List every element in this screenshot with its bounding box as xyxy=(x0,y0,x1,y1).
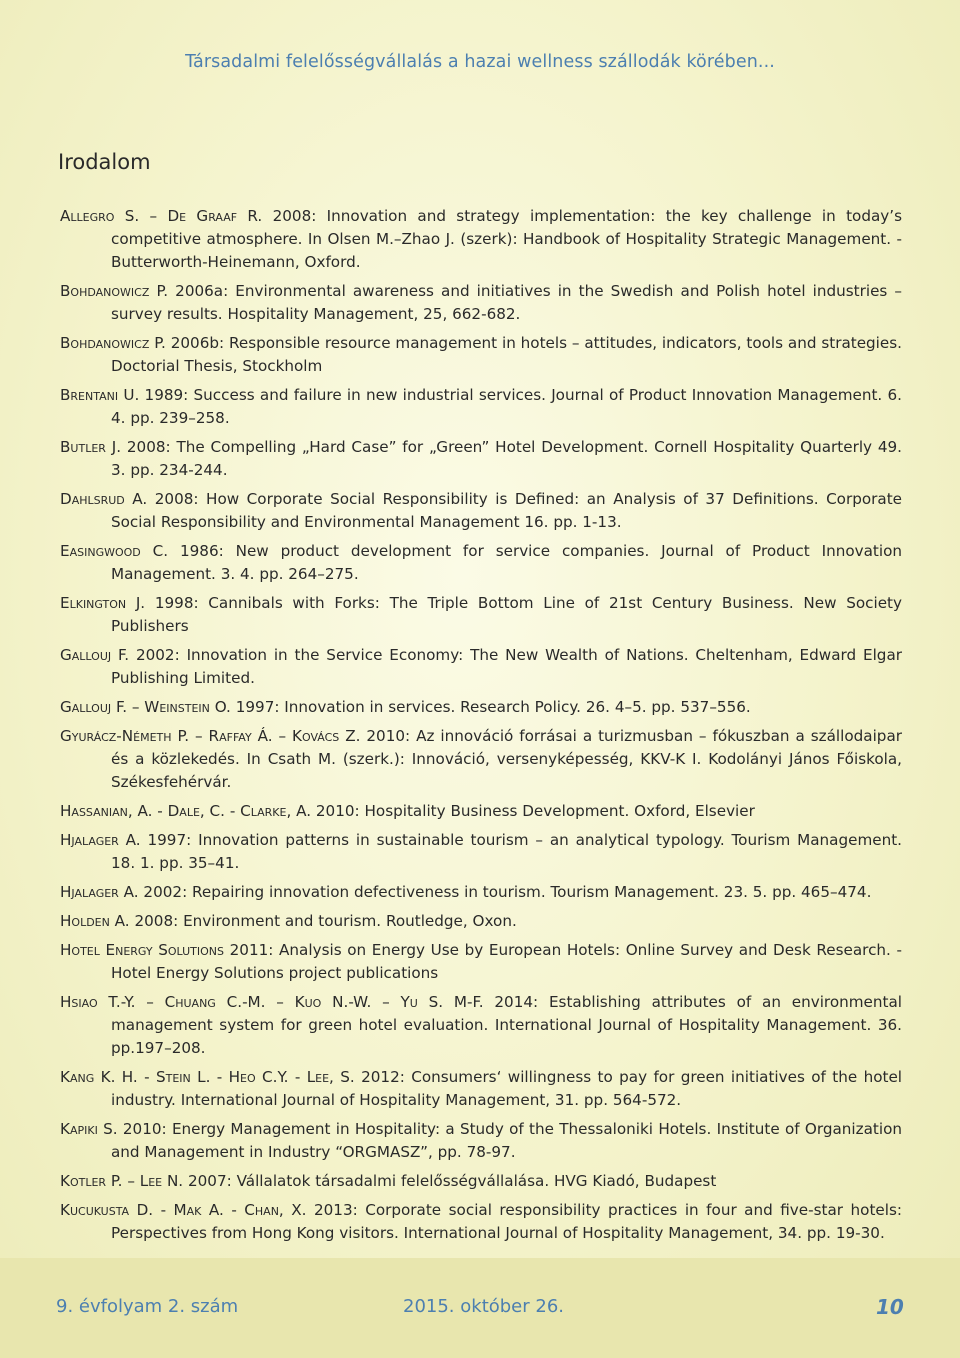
reference-author: Kapiki S. xyxy=(60,1120,118,1138)
reference-item xyxy=(60,1118,902,1164)
reference-author: Holden A. xyxy=(60,912,130,930)
reference-text: 2008: Innovation and strategy implementation: the key challenge in today’s competitive atmosphere. In Olsen M.–Zhao J. (szerk): Handbook of Hospitality Strategic Management. - Butterworth-Heinemann, Oxford. xyxy=(111,207,902,271)
reference-list xyxy=(60,205,902,1251)
reference-item xyxy=(60,540,902,586)
reference-text: 1989: Success and failure in new industrial services. Journal of Product Innovation Management. 6. 4. pp. 239–258. xyxy=(111,386,902,427)
reference-item xyxy=(60,644,902,690)
reference-author: Dahlsrud A. xyxy=(60,490,148,508)
reference-item xyxy=(60,488,902,534)
reference-author: Hjalager A. xyxy=(60,883,139,901)
reference-item xyxy=(60,1199,902,1245)
running-header: Társadalmi felelősségvállalás a hazai wellness szállodák körében... xyxy=(185,52,775,72)
reference-text: 2002: Innovation in the Service Economy: The New Wealth of Nations. Cheltenham, Edward Elgar Publishing Limited. xyxy=(111,646,902,687)
reference-author: Hotel Energy Solutions xyxy=(60,941,225,959)
reference-text: 2010: Energy Management in Hospitality: a Study of the Thessaloniki Hotels. Institute of Organization and Management in Industry “ORGMASZ”, pp. 78-97. xyxy=(111,1120,902,1161)
reference-author: Kang K. H. - Stein L. - Heo C.Y. - Lee, S. xyxy=(60,1068,355,1086)
issue-label: 9. évfolyam 2. szám xyxy=(56,1296,239,1317)
reference-text: 2010: Az innováció forrásai a turizmusban – fókuszban a szállodaipar és a közlekedés. In Csath M. (szerk.): Innováció, versenyképesség, KKV-K I. Kodolányi János Főiskola, Székesfehérvár. xyxy=(111,727,902,791)
reference-text: 2010: Hospitality Business Development. Oxford, Elsevier xyxy=(311,802,755,820)
reference-author: Gallouj F. – Weinstein O. xyxy=(60,698,231,716)
reference-text: 2006a: Environmental awareness and initiatives in the Swedish and Polish hotel industries – survey results. Hospitality Management, 25, 662-682. xyxy=(111,282,902,323)
reference-item xyxy=(60,592,902,638)
reference-author: Allegro S. – De Graaf R. xyxy=(60,207,263,225)
reference-item xyxy=(60,384,902,430)
reference-text: 1998: Cannibals with Forks: The Triple Bottom Line of 21st Century Business. New Society Publishers xyxy=(111,594,902,635)
reference-item xyxy=(60,939,902,985)
reference-author: Hsiao T.-Y. – Chuang C.-M. – Kuo N.-W. – Yu S. xyxy=(60,993,444,1011)
reference-item xyxy=(60,725,902,794)
reference-author: Butler J. xyxy=(60,438,122,456)
reference-text: 1997: Innovation patterns in sustainable tourism – an analytical typology. Tourism Management. 18. 1. pp. 35–41. xyxy=(111,831,902,872)
reference-text: 2012: Consumers‘ willingness to pay for green initiatives of the hotel industry. International Journal of Hospitality Management, 31. pp. 564-572. xyxy=(111,1068,903,1109)
reference-author: Easingwood C. xyxy=(60,542,169,560)
reference-author: Brentani U. xyxy=(60,386,140,404)
reference-author: Elkington J. xyxy=(60,594,146,612)
page-number: 10 xyxy=(876,1295,904,1319)
reference-text: 2007: Vállalatok társadalmi felelősségvállalása. HVG Kiadó, Budapest xyxy=(183,1172,717,1190)
section-title: Irodalom xyxy=(58,150,151,174)
reference-author: Gallouj F. xyxy=(60,646,130,664)
reference-author: Kucukusta D. - Mak A. - Chan, X. xyxy=(60,1201,307,1219)
reference-text: 2006b: Responsible resource management in hotels – attitudes, indicators, tools and strategies. Doctorial Thesis, Stockholm xyxy=(111,334,902,375)
reference-item xyxy=(60,280,902,326)
reference-author: Bohdanowicz P. xyxy=(60,334,166,352)
reference-text: 1997: Innovation in services. Research Policy. 26. 4–5. pp. 537–556. xyxy=(230,698,751,716)
reference-item xyxy=(60,332,902,378)
reference-item xyxy=(60,881,902,904)
reference-item xyxy=(60,800,902,823)
reference-author: Hassanian, A. - Dale, C. - Clarke, A. xyxy=(60,802,312,820)
reference-author: Hjalager A. xyxy=(60,831,141,849)
reference-author: Bohdanowicz P. xyxy=(60,282,169,300)
issue-date: 2015. október 26. xyxy=(403,1296,565,1317)
reference-text: 2008: The Compelling „Hard Case” for „Green” Hotel Development. Cornell Hospitality Quarterly 49. 3. pp. 234-244. xyxy=(111,438,902,479)
reference-item xyxy=(60,1170,902,1193)
reference-text: 2002: Repairing innovation defectiveness in tourism. Tourism Management. 23. 5. pp. 465–474. xyxy=(138,883,872,901)
reference-item xyxy=(60,910,902,933)
reference-text: M-F. 2014: Establishing attributes of an environmental management system for green hotel evaluation. International Journal of Hospitality Management. 36. pp.197–208. xyxy=(111,993,902,1057)
reference-text: 2008: How Corporate Social Responsibility is Defined: an Analysis of 37 Definitions. Corporate Social Responsibility and Environmental Management 16. pp. 1-13. xyxy=(111,490,902,531)
reference-item xyxy=(60,436,902,482)
reference-text: 2013: Corporate social responsibility practices in four and five-star hotels: Perspectives from Hong Kong visitors. International Journal of Hospitality Management, 34. pp. 19-30. xyxy=(111,1201,902,1242)
reference-text: 1986: New product development for service companies. Journal of Product Innovation Management. 3. 4. pp. 264–275. xyxy=(111,542,903,583)
reference-item xyxy=(60,991,902,1060)
reference-item xyxy=(60,1066,902,1112)
reference-author: Gyurácz-Németh P. – Raffay Á. – Kovács Z. xyxy=(60,727,361,745)
reference-text: 2011: Analysis on Energy Use by European Hotels: Online Survey and Desk Research. - Hotel Energy Solutions project publications xyxy=(111,941,902,982)
reference-author: Kotler P. – Lee N. xyxy=(60,1172,184,1190)
reference-item xyxy=(60,696,902,719)
reference-item xyxy=(60,205,902,274)
reference-text: 2008: Environment and tourism. Routledge, Oxon. xyxy=(129,912,517,930)
page-footer xyxy=(0,1258,960,1358)
reference-item xyxy=(60,829,902,875)
